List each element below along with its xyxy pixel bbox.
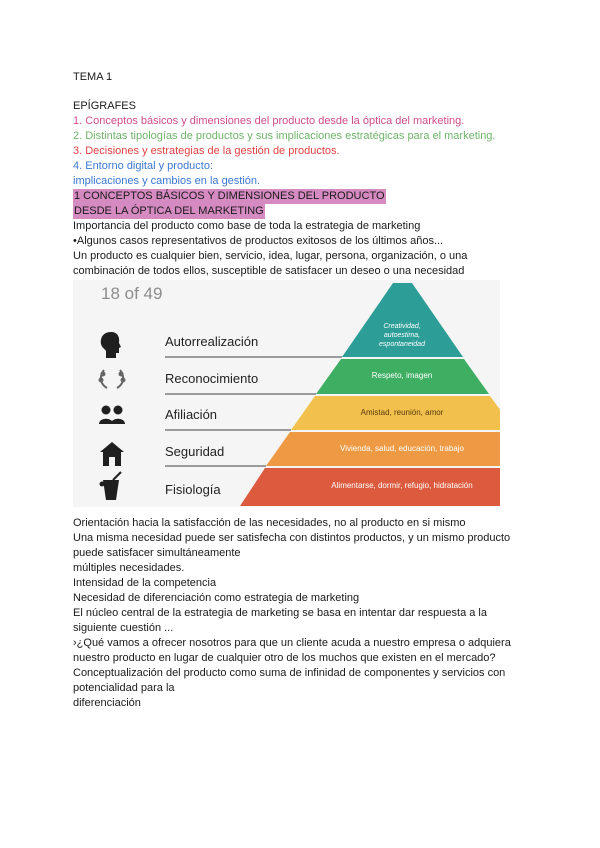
label-fisiologia: Fisiología: [165, 482, 221, 497]
section-title-line-1: 1 CONCEPTOS BÁSICOS Y DIMENSIONES DEL PRODUCTO: [74, 190, 385, 202]
para1-line-4: combinación de todos ellos, susceptible de satisfacer un deseo o una necesidad: [73, 265, 465, 277]
desc-reconocimiento: Respeto, imagen: [371, 371, 433, 380]
para2-line-2: Una misma necesidad puede ser satisfecha con distintos productos, y un mismo producto: [73, 532, 511, 544]
label-afiliacion: Afiliación: [165, 407, 218, 422]
epigrafe-3: 3. Decisiones y estrategias de la gestión de productos.: [73, 145, 340, 157]
para1-line-2: •Algunos casos representativos de productos exitosos de los últimos años...: [73, 235, 444, 247]
desc-autorrealizacion-1: Creatividad,: [383, 323, 421, 330]
para2-line-13: diferenciación: [73, 697, 141, 709]
maslow-pyramid-figure: [73, 280, 500, 507]
epigrafe-4-continued: implicaciones y cambios en la gestión.: [73, 175, 261, 187]
para1-line-3: Un producto es cualquier bien, servicio, idea, lugar, persona, organización, o una: [73, 250, 468, 262]
para2-line-4: múltiples necesidades.: [73, 562, 185, 574]
label-reconocimiento: Reconocimiento: [165, 371, 259, 386]
head-icon: [101, 332, 121, 358]
desc-fisiologia: Alimentarse, dormir, refugio, hidratación: [331, 481, 473, 490]
slide-counter: 18 of 49: [101, 284, 163, 303]
laurel-icon: [100, 370, 125, 388]
para2-line-7: El núcleo central de la estrategia de marketing se basa en intentar dar respuesta a la: [73, 607, 487, 619]
desc-autorrealizacion-3: espontaneidad: [379, 341, 425, 348]
para2-line-1: Orientación hacia la satisfacción de las necesidades, no al producto en si mismo: [73, 517, 466, 529]
para2-line-5: Intensidad de la competencia: [73, 577, 217, 589]
epigrafe-1: 1. Conceptos básicos y dimensiones del producto desde la óptica del marketing.: [73, 115, 465, 127]
desc-seguridad: Vivienda, salud, educación, trabajo: [340, 444, 464, 453]
epigrafe-2: 2. Distintas tipologías de productos y sus implicaciones estratégicas para el marketing.: [73, 130, 496, 142]
house-icon: [100, 442, 124, 466]
people-icon: [99, 406, 125, 425]
desc-afiliacion: Amistad, reunión, amor: [360, 408, 444, 417]
para2-line-12: potencialidad para la: [73, 682, 175, 694]
para1-line-1: Importancia del producto como base de toda la estrategia de marketing: [73, 220, 421, 232]
document-page: [73, 70, 533, 279]
epigrafe-4: 4. Entorno digital y producto:: [73, 160, 214, 172]
desc-autorrealizacion-2: autoestima,: [383, 332, 421, 339]
drink-icon: [100, 472, 122, 500]
para2-line-9: ›¿Qué vamos a ofrecer nosotros para que un cliente acuda a nuestro empresa o adquiera: [73, 637, 511, 649]
topic-heading: TEMA 1: [73, 71, 113, 83]
document-lower-text: [73, 516, 533, 711]
section-title-line-2: DESDE LA ÓPTICA DEL MARKETING: [74, 205, 264, 217]
para2-line-10: nuestro producto en lugar de cualquier otro de los muchos que existen en el mercado?: [73, 652, 496, 664]
pyramid-svg: [73, 280, 500, 507]
para2-line-6: Necesidad de diferenciación como estrategia de marketing: [73, 592, 360, 604]
label-autorrealizacion: Autorrealización: [165, 334, 259, 349]
epigrafes-title: EPÍGRAFES: [73, 100, 136, 112]
para2-line-3: puede satisfacer simultáneamente: [73, 547, 241, 559]
para2-line-8: siguiente cuestión ...: [73, 622, 174, 634]
label-seguridad: Seguridad: [165, 444, 225, 459]
para2-line-11: Conceptualización del producto como suma de infinidad de componentes y servicios con: [73, 667, 506, 679]
